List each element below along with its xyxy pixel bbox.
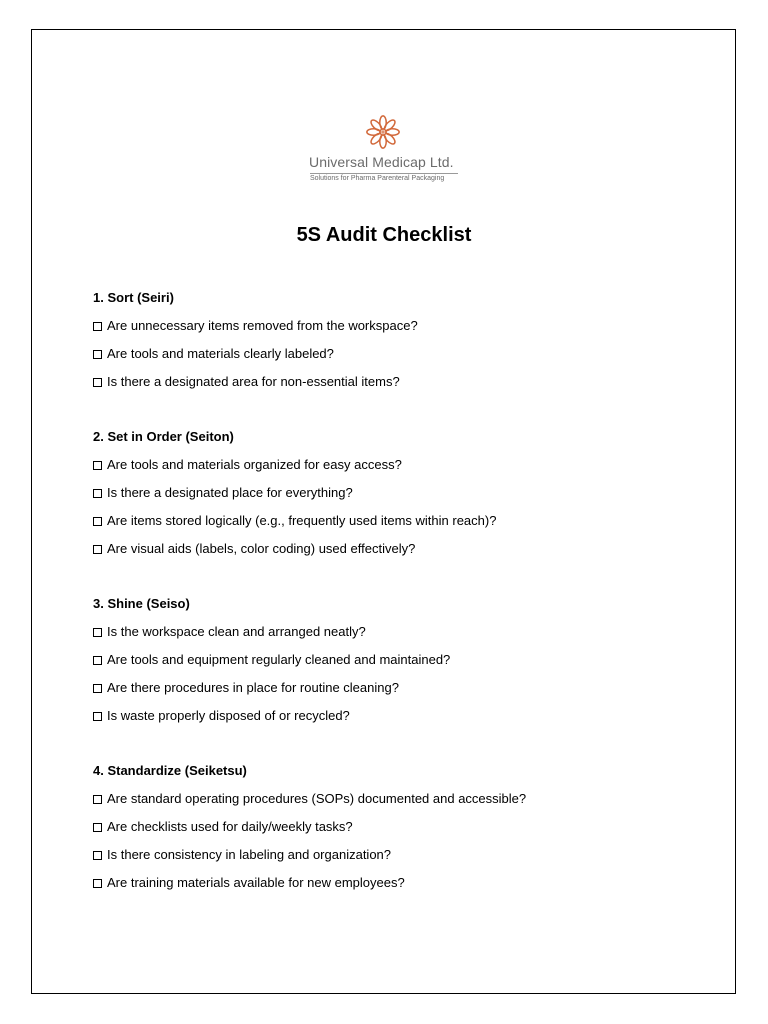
company-name: Universal Medicap Ltd. (309, 154, 454, 170)
checkbox-icon[interactable] (93, 322, 102, 331)
flower-logo-icon (364, 113, 402, 151)
section-heading: 2. Set in Order (Seiton) (93, 429, 234, 444)
checklist-item[interactable] (93, 312, 693, 340)
checklist-item[interactable] (93, 479, 693, 507)
document-title: 5S Audit Checklist (296, 224, 472, 246)
checklist-item-text: Are unnecessary items removed from the workspace? (107, 318, 418, 333)
logo-divider (310, 173, 458, 174)
checklist-item[interactable] (93, 535, 693, 563)
section-sort (93, 284, 693, 396)
section-heading: 1. Sort (Seiri) (93, 290, 174, 305)
checklist-item[interactable] (93, 785, 693, 813)
checklist-item[interactable] (93, 368, 693, 396)
checklist-item[interactable] (93, 646, 693, 674)
checklist-item-text: Is there a designated area for non-essential items? (107, 374, 400, 389)
section-set-in-order (93, 423, 693, 563)
checklist-item-text: Are visual aids (labels, color coding) used effectively? (107, 541, 416, 556)
section-heading: 4. Standardize (Seiketsu) (93, 763, 247, 778)
checklist-item[interactable] (93, 841, 693, 869)
checklist-item[interactable] (93, 507, 693, 535)
checklist-item[interactable] (93, 618, 693, 646)
company-tagline: Solutions for Pharma Parenteral Packaging (310, 175, 445, 182)
checklist-item-text: Is waste properly disposed of or recycled? (107, 708, 350, 723)
checkbox-icon[interactable] (93, 350, 102, 359)
checkbox-icon[interactable] (93, 656, 102, 665)
checklist-item-text: Is there consistency in labeling and organization? (107, 847, 392, 862)
checkbox-icon[interactable] (93, 879, 102, 888)
checklist-content (93, 284, 693, 924)
checklist-item[interactable] (93, 813, 693, 841)
checkbox-icon[interactable] (93, 461, 102, 470)
company-logo (309, 113, 461, 187)
checkbox-icon[interactable] (93, 628, 102, 637)
checkbox-icon[interactable] (93, 489, 102, 498)
checklist-item-text: Are tools and materials organized for easy access? (107, 457, 402, 472)
checklist-item[interactable] (93, 702, 693, 730)
checklist-item-text: Are standard operating procedures (SOPs) documented and accessible? (107, 791, 527, 806)
checklist-item-text: Is there a designated place for everything? (107, 485, 353, 500)
checklist-item-text: Are there procedures in place for routine cleaning? (107, 680, 399, 695)
checkbox-icon[interactable] (93, 517, 102, 526)
checklist-item-text: Are training materials available for new employees? (107, 875, 405, 890)
checklist-item[interactable] (93, 869, 693, 897)
checkbox-icon[interactable] (93, 684, 102, 693)
checklist-item[interactable] (93, 340, 693, 368)
checkbox-icon[interactable] (93, 712, 102, 721)
checkbox-icon[interactable] (93, 795, 102, 804)
checklist-item-text: Is the workspace clean and arranged neatly? (107, 624, 366, 639)
checklist-item-text: Are items stored logically (e.g., frequently used items within reach)? (107, 513, 497, 528)
checkbox-icon[interactable] (93, 823, 102, 832)
checkbox-icon[interactable] (93, 545, 102, 554)
section-shine (93, 590, 693, 730)
checklist-item[interactable] (93, 674, 693, 702)
section-heading: 3. Shine (Seiso) (93, 596, 190, 611)
checklist-item-text: Are tools and materials clearly labeled? (107, 346, 334, 361)
section-standardize (93, 757, 693, 897)
checklist-item-text: Are tools and equipment regularly cleaned and maintained? (107, 652, 451, 667)
checklist-item[interactable] (93, 451, 693, 479)
checkbox-icon[interactable] (93, 378, 102, 387)
checkbox-icon[interactable] (93, 851, 102, 860)
checklist-item-text: Are checklists used for daily/weekly tasks? (107, 819, 353, 834)
